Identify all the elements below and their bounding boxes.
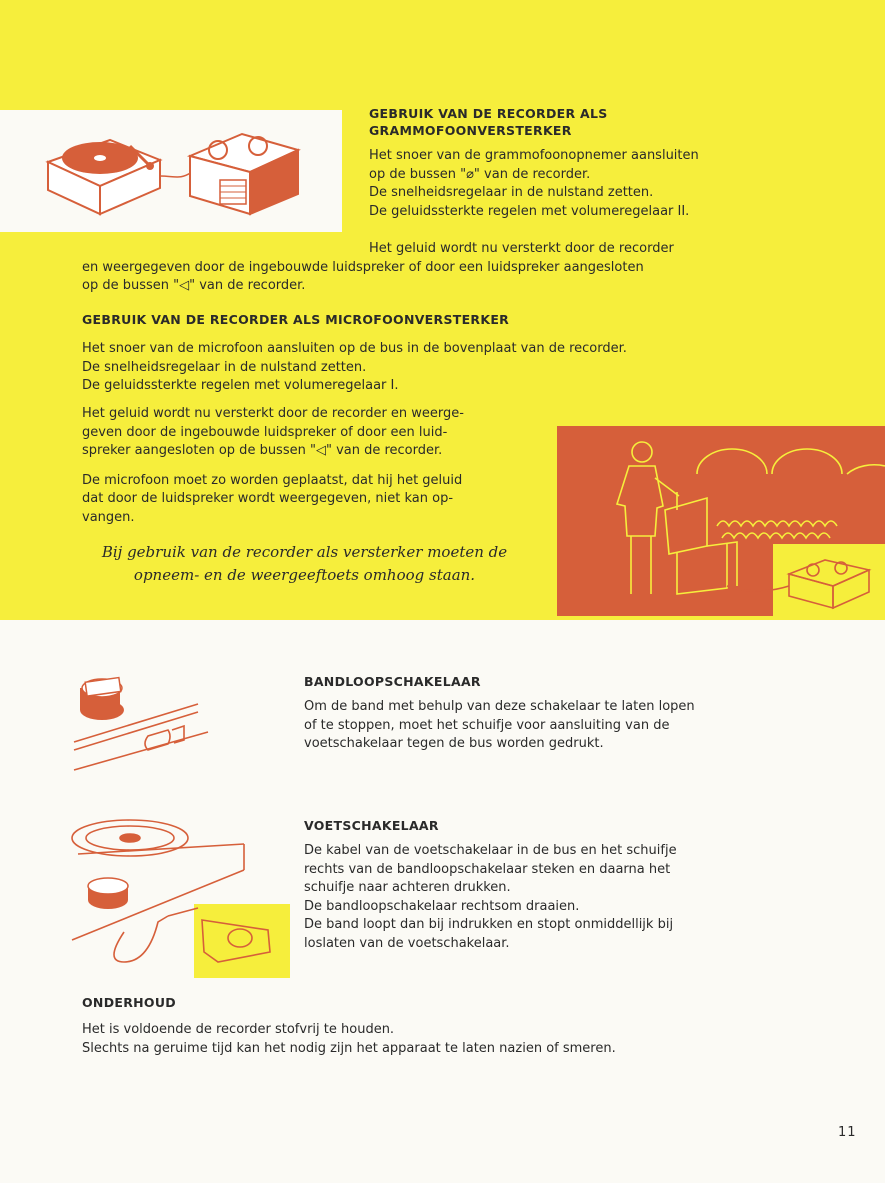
section2-line: dat door de luidspreker wordt weergegeven, niet kan op- xyxy=(82,491,454,506)
illustration-foot-switch xyxy=(68,812,293,982)
italic-line: Bij gebruik van de recorder als versterker moeten de xyxy=(101,543,508,561)
section4-line: De kabel van de voetschakelaar in de bus en het schuifje xyxy=(304,843,677,858)
section2-heading: GEBRUIK VAN DE RECORDER ALS MICROFOONVERSTERKER xyxy=(82,312,510,327)
section2-line: Het geluid wordt nu versterkt door de recorder en weerge- xyxy=(82,406,464,421)
section1-para2 xyxy=(82,240,727,296)
illustration-band-switch xyxy=(68,670,218,780)
section1-para2-line: op de bussen "◁" van de recorder. xyxy=(82,278,306,293)
section2-body1 xyxy=(82,340,702,396)
section2-line: geven door de ingebouwde luidspreker of door een luid- xyxy=(82,424,448,440)
section1-heading-line2: GRAMMOFOONVERSTERKER xyxy=(369,123,572,138)
section4-line: rechts van de bandloopschakelaar steken en daarna het xyxy=(304,861,671,877)
section5-heading: ONDERHOUD xyxy=(82,995,176,1010)
page-number: 11 xyxy=(838,1125,857,1140)
section2-body2 xyxy=(82,405,527,461)
section5-line: Het is voldoende de recorder stofvrij te houden. xyxy=(82,1022,395,1037)
section1-para2-line: en weergegeven door de ingebouwde luidspreker of door een luidspreker aangesloten xyxy=(82,259,644,275)
section2-line: Het snoer van de microfoon aansluiten op de bus in de bovenplaat van de recorder. xyxy=(82,341,627,356)
illustration-record-player-recorder xyxy=(0,110,342,232)
section4-line: De bandloopschakelaar rechtsom draaien. xyxy=(304,898,580,914)
section2-line: vangen. xyxy=(82,509,135,525)
section2-italic-note xyxy=(82,541,527,587)
section3-body xyxy=(304,698,749,754)
section2-line: De microfoon moet zo worden geplaatst, dat hij het geluid xyxy=(82,472,463,488)
section5-line: Slechts na geruime tijd kan het nodig zijn het apparaat te laten nazien of smeren. xyxy=(82,1040,616,1056)
section1-body xyxy=(369,147,729,221)
section4-heading: VOETSCHAKELAAR xyxy=(304,818,439,833)
section3-line: Om de band met behulp van deze schakelaar te laten lopen xyxy=(304,699,695,714)
section1-line: De snelheidsregelaar in de nulstand zetten. xyxy=(369,185,654,200)
section4-line: De band loopt dan bij indrukken en stopt onmiddellijk bij xyxy=(304,917,674,932)
section1-para2-line: Het geluid wordt nu versterkt door de recorder xyxy=(369,241,674,256)
section2-line: De geluidssterkte regelen met volumeregelaar I. xyxy=(82,378,399,393)
section2-body3 xyxy=(82,472,527,528)
section4-line: schuifje naar achteren drukken. xyxy=(304,880,511,895)
section3-line: of te stoppen, moet het schuifje voor aansluiting van de xyxy=(304,717,670,733)
illustration-speaker-lectern xyxy=(557,426,885,616)
section1-line: Het snoer van de grammofoonopnemer aansluiten xyxy=(369,148,699,163)
section1-heading-line1: GEBRUIK VAN DE RECORDER ALS xyxy=(369,106,608,121)
section3-line: voetschakelaar tegen de bus worden gedrukt. xyxy=(304,736,604,751)
section3-heading: BANDLOOPSCHAKELAAR xyxy=(304,674,481,689)
section2-line: spreker aangesloten op de bussen "◁" van de recorder. xyxy=(82,443,443,458)
section5-body xyxy=(82,1021,722,1058)
section1-line: op de bussen "⌀" van de recorder. xyxy=(369,166,591,182)
section1-line: De geluidssterkte regelen met volumeregelaar II. xyxy=(369,203,690,219)
section4-line: loslaten van de voetschakelaar. xyxy=(304,935,510,951)
italic-line: opneem- en de weergeeftoets omhoog staan. xyxy=(133,566,476,584)
section2-line: De snelheidsregelaar in de nulstand zetten. xyxy=(82,359,367,375)
section4-body xyxy=(304,842,749,953)
